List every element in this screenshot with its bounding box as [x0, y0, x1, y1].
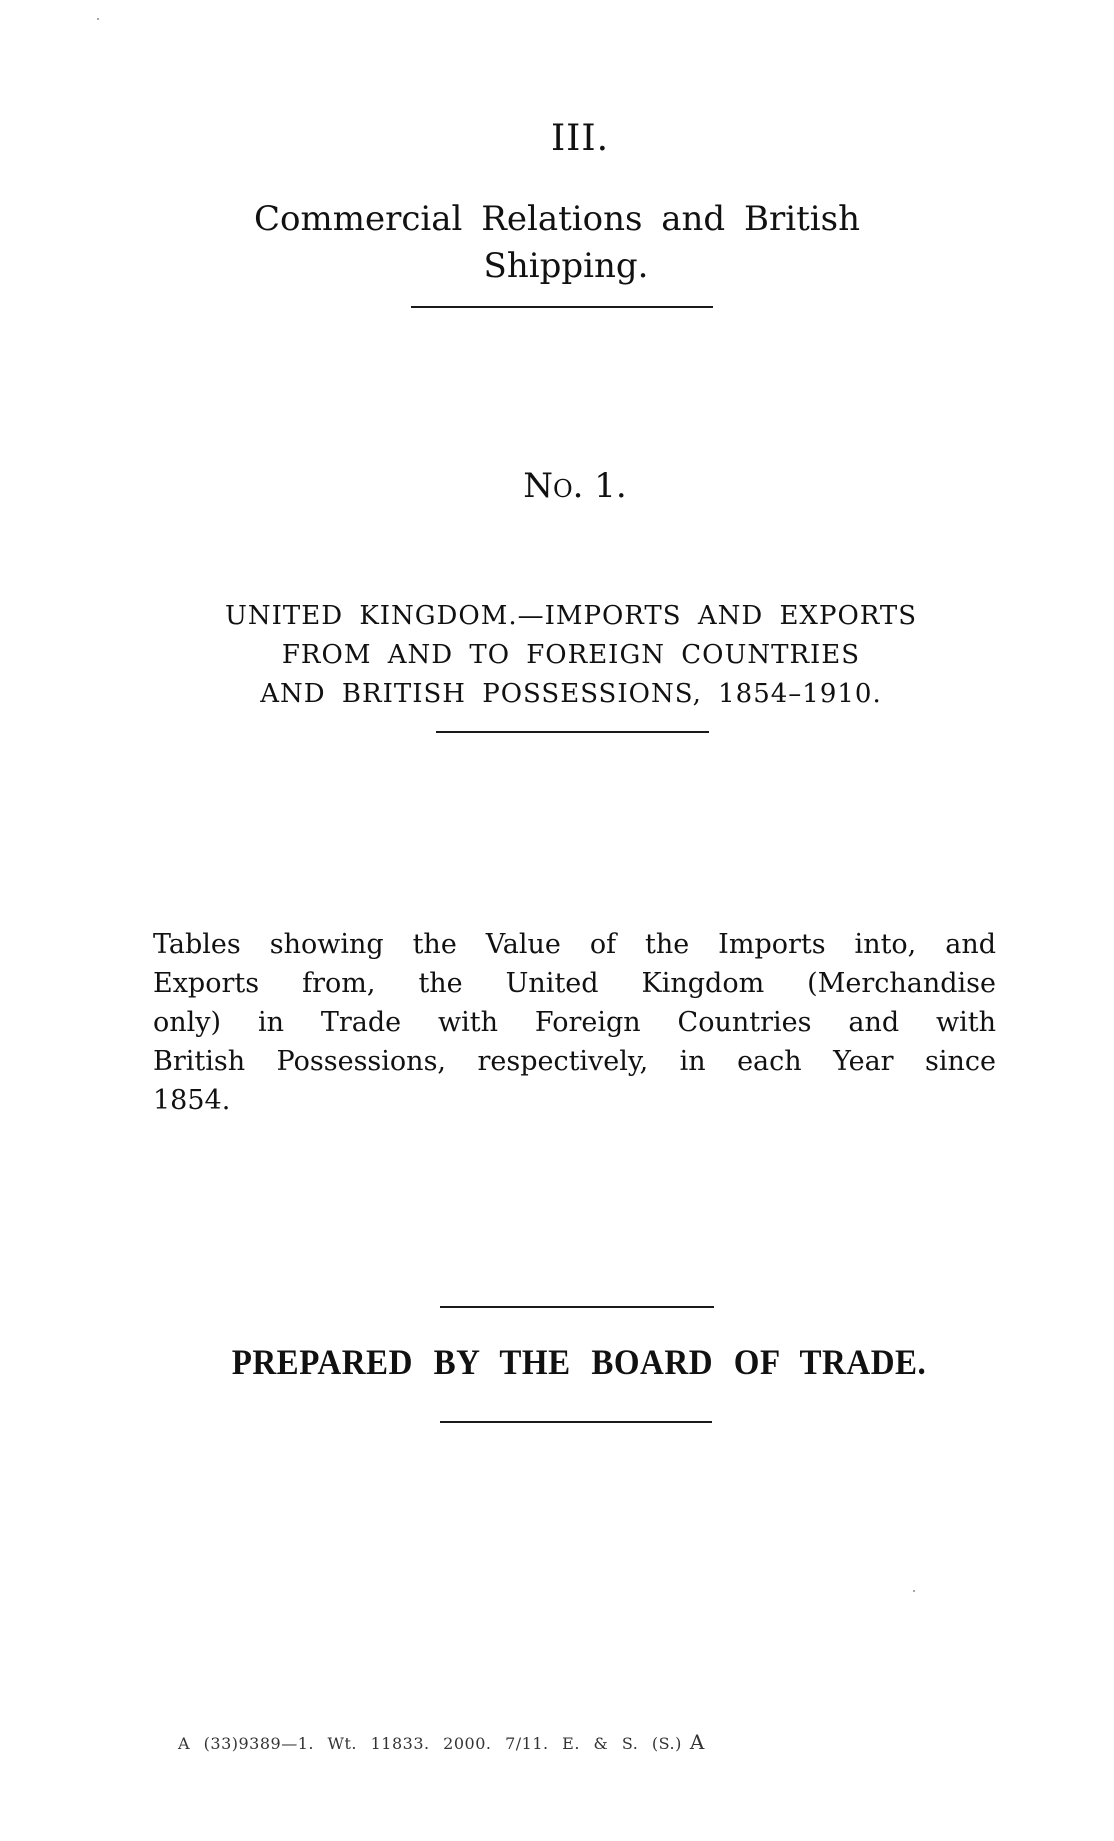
- document-number: No. 1.: [523, 466, 627, 506]
- divider-rule: [411, 306, 713, 308]
- subtitle-line: UNITED KINGDOM.—IMPORTS AND EXPORTS: [224, 601, 918, 631]
- description-line: only) in Trade with Foreign Countries and with: [153, 1007, 996, 1038]
- description-line: 1854.: [153, 1085, 231, 1116]
- subtitle-line: FROM AND TO FOREIGN COUNTRIES: [281, 640, 861, 670]
- subtitle-line: AND BRITISH POSSESSIONS, 1854–1910.: [260, 679, 882, 709]
- description-line: Tables showing the Value of the Imports into, and: [153, 929, 996, 960]
- divider-rule: [440, 1306, 714, 1308]
- divider-rule: [436, 731, 709, 733]
- prepared-by: PREPARED BY THE BOARD OF TRADE.: [231, 1343, 927, 1383]
- printer-imprint: [178, 1730, 705, 1754]
- description-line: British Possessions, respectively, in each Year since: [153, 1046, 996, 1077]
- divider-rule: [440, 1421, 712, 1423]
- section-title: [0, 196, 1114, 290]
- section-title-line: Shipping.: [483, 246, 649, 286]
- description-line: Exports from, the United Kingdom (Merchandise: [153, 968, 996, 999]
- section-number: III.: [550, 118, 610, 159]
- document-description: [153, 925, 996, 1120]
- imprint-signature-mark: A: [689, 1730, 705, 1754]
- paper-speck: [913, 1590, 915, 1592]
- document-subtitle: [14, 597, 1114, 714]
- imprint-text: A (33)9389—1. Wt. 11833. 2000. 7/11. E. & S. (S.): [178, 1734, 682, 1753]
- section-title-line: Commercial Relations and British: [254, 199, 860, 239]
- paper-speck: [97, 18, 99, 20]
